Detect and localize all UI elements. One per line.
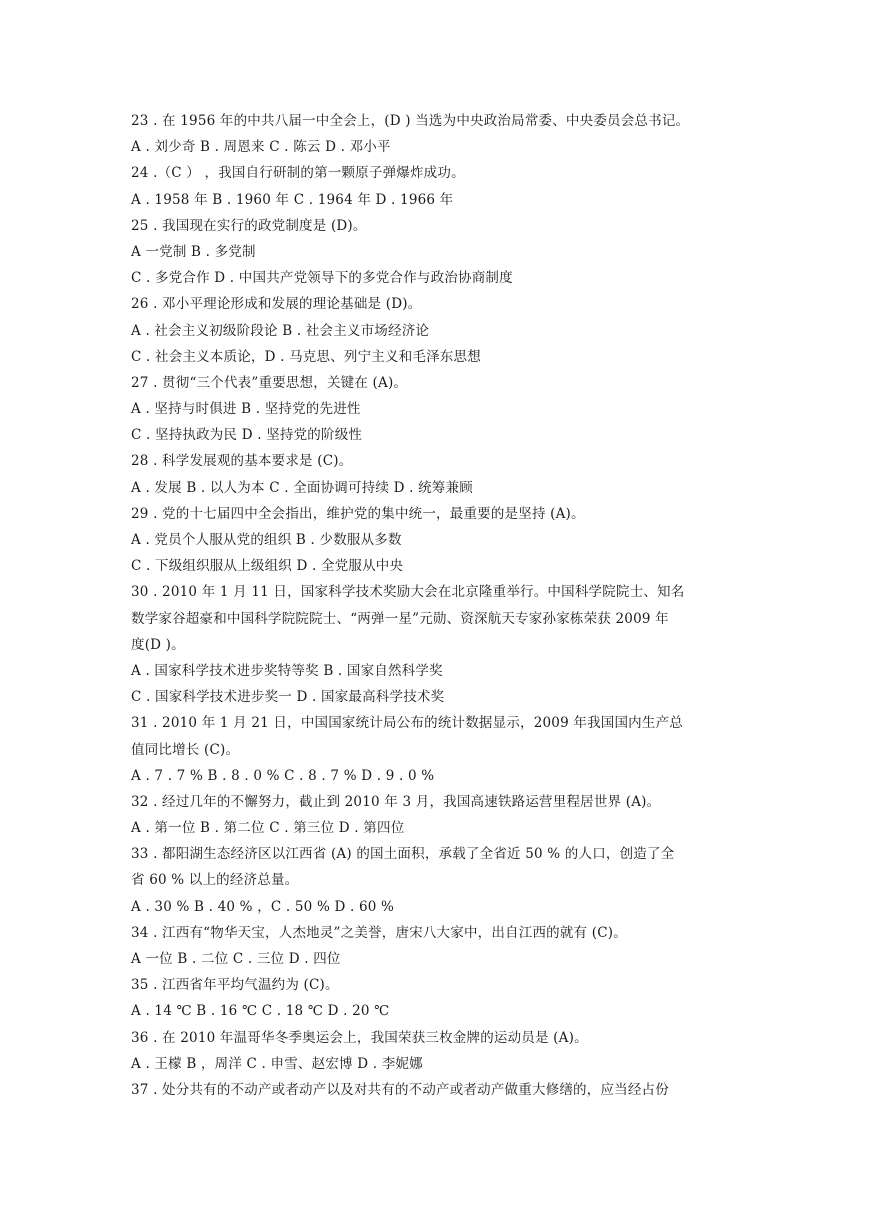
question-33-line-2: 省 60 % 以上的经济总量。 <box>131 872 299 889</box>
options-24: A . 1958 年 B . 1960 年 C . 1964 年 D . 1966 年 <box>131 191 454 208</box>
question-23: 23 . 在 1956 年的中共八届一中全会上，(D ) 当选为中央政治局常委、中央委员会总书记。 <box>131 113 690 129</box>
options-32: A . 第一位 B . 第二位 C . 第三位 D . 第四位 <box>131 820 405 837</box>
options-23: A . 刘少奇 B . 周恩来 C . 陈云 D . 邓小平 <box>131 139 391 156</box>
question-30-line-1: 30 . 2010 年 1 月 11 日，国家科学技术奖励大会在北京隆重举行。中国科学院院士、知名 <box>131 584 685 601</box>
question-28: 28 . 科学发展观的基本要求是 (C)。 <box>131 453 353 470</box>
question-26: 26 . 邓小平理论形成和发展的理论基础是 (D)。 <box>131 296 422 313</box>
question-30-line-3: 度(D )。 <box>131 636 185 653</box>
question-35: 35 . 江西省年平均气温约为 (C)。 <box>131 977 339 994</box>
options-25-line-1: A 一党制 B . 多党制 <box>131 243 256 260</box>
question-27: 27 . 贯彻“三个代表”重要思想，关键在 (A)。 <box>131 374 408 391</box>
question-31-line-2: 值同比增长 (C)。 <box>131 741 240 758</box>
options-27-line-2: C . 坚持执政为民 D . 坚持党的阶级性 <box>131 427 363 444</box>
question-34: 34 . 江西有“物华天宝，人杰地灵”之美誉，唐宋八大家中，出自江西的就有 (C)。 <box>131 924 627 941</box>
options-30-line-2: C . 国家科学技术进步奖一 D . 国家最高科学技术奖 <box>131 689 445 706</box>
options-31: A . 7 . 7 % B . 8 . 0 % C . 8 . 7 % D . 9 . 0 % <box>131 767 435 784</box>
question-31-line-1: 31 . 2010 年 1 月 21 日，中国国家统计局公布的统计数据显示，2009 年我国国内生产总 <box>131 715 683 732</box>
options-33: A . 30 % B . 40 % ，C . 50 % D . 60 % <box>131 898 395 915</box>
options-34: A 一位 B . 二位 C . 三位 D . 四位 <box>131 951 341 967</box>
options-35: A . 14 ℃ B . 16 ℃ C . 18 ℃ D . 20 ℃ <box>131 1003 390 1020</box>
options-26-line-2: C . 社会主义本质论，D . 马克思、列宁主义和毛泽东思想 <box>131 348 481 365</box>
question-24: 24 .（C ） ，我国自行研制的第一颗原子弹爆炸成功。 <box>131 165 465 182</box>
question-30-line-2: 数学家谷超豪和中国科学院院院士、“两弹一星”元勋、资深航天专家孙家栋荣获 2009 年 <box>131 610 669 627</box>
options-26-line-1: A . 社会主义初级阶段论 B . 社会主义市场经济论 <box>131 322 430 339</box>
options-29-line-1: A . 党员个人服从党的组织 B . 少数服从多数 <box>131 532 402 548</box>
options-28: A . 发展 B . 以人为本 C . 全面协调可持续 D . 统筹兼顾 <box>131 479 473 496</box>
question-29: 29 . 党的十七届四中全会指出，维护党的集中统一，最重要的是坚持 (A)。 <box>131 505 585 522</box>
options-30-line-1: A . 国家科学技术进步奖特等奖 B . 国家自然科学奖 <box>131 662 443 679</box>
options-36: A . 王檬 B ，周洋 C . 申雪、赵宏博 D . 李妮娜 <box>131 1055 423 1072</box>
options-27-line-1: A . 坚持与时俱进 B . 坚持党的先进性 <box>131 401 361 418</box>
question-25: 25 . 我国现在实行的政党制度是 (D)。 <box>131 217 367 234</box>
question-36: 36 . 在 2010 年温哥华冬季奥运会上，我国荣获三枚金牌的运动员是 (A)。 <box>131 1029 588 1046</box>
options-29-line-2: C . 下级组织服从上级组织 D . 全党服从中央 <box>131 558 404 575</box>
document-body <box>131 108 741 1103</box>
question-32: 32 . 经过几年的不懈努力，截止到 2010 年 3 月，我国高速铁路运营里程居世界 (A)。 <box>131 793 661 810</box>
options-25-line-2: C . 多党合作 D . 中国共产党领导下的多党合作与政治协商制度 <box>131 270 513 287</box>
question-33-line-1: 33 . 都阳湖生态经济区以江西省 (A) 的国土面积，承载了全省近 50 % 的人口，创造了全 <box>131 846 675 863</box>
question-37-line-1: 37 . 处分共有的不动产或者动产以及对共有的不动产或者动产做重大修缮的，应当经占份 <box>131 1081 669 1098</box>
